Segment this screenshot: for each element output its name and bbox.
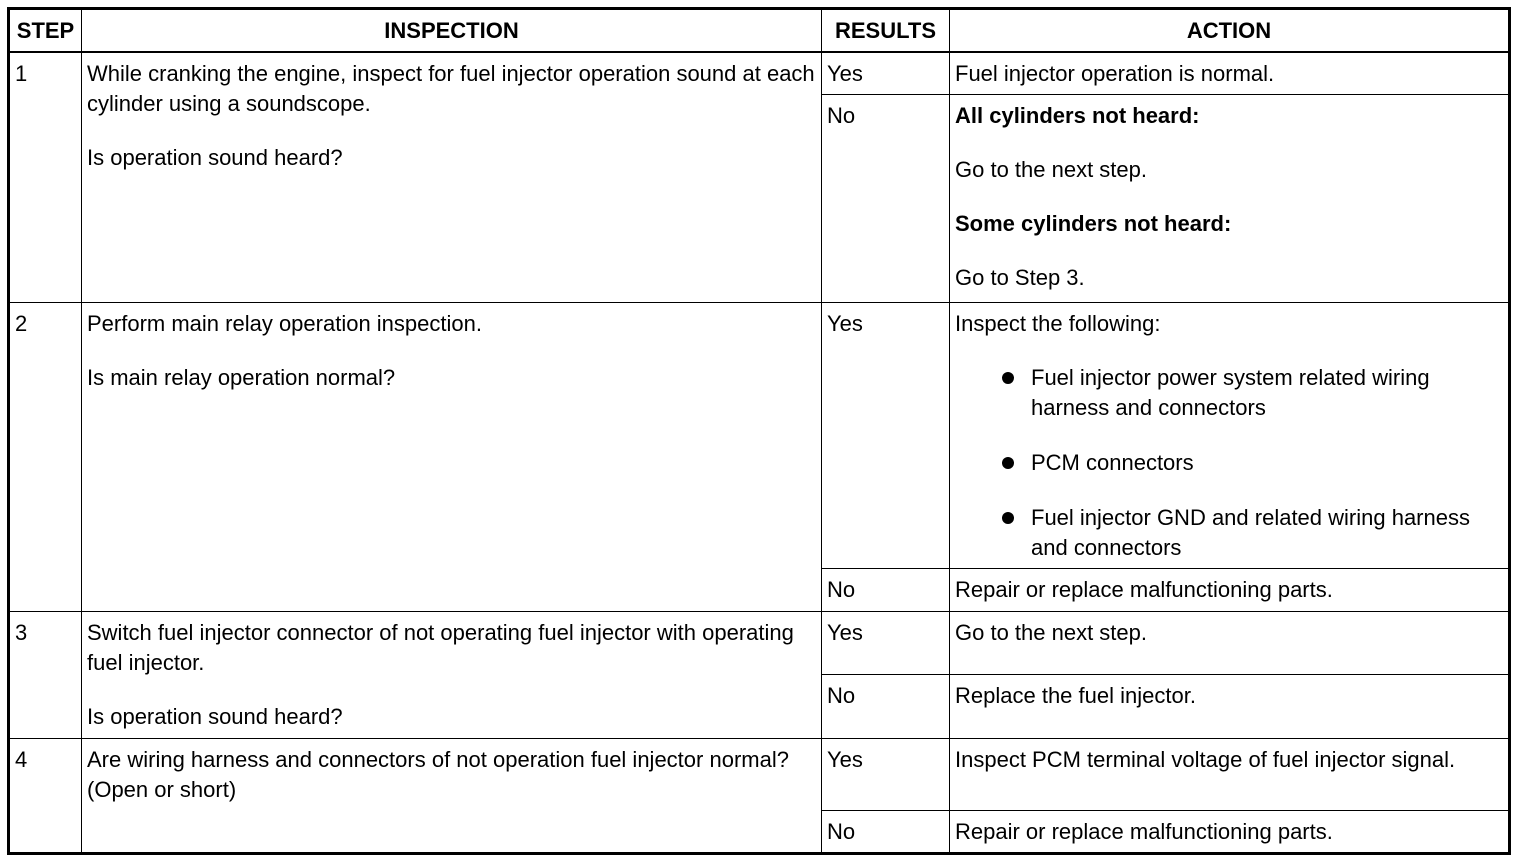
inspection-cell — [82, 302, 822, 611]
list-item-text: PCM connectors — [1031, 449, 1194, 475]
header-inspection: INSPECTION — [82, 9, 822, 53]
action-cell: Go to the next step. — [950, 611, 1510, 674]
table-row — [9, 302, 1510, 568]
header-row — [9, 9, 1510, 53]
result-no: No — [822, 94, 950, 302]
step-number: 3 — [9, 611, 82, 738]
result-yes: Yes — [822, 52, 950, 94]
inspection-question: Is operation sound heard? — [87, 145, 343, 170]
inspection-question: Is operation sound heard? — [87, 703, 343, 729]
action-cell: Inspect PCM terminal voltage of fuel injector signal. — [950, 738, 1510, 810]
action-cell: Repair or replace malfunctioning parts. — [950, 568, 1510, 611]
action-text: Inspect the following: — [955, 310, 1161, 336]
step-number: 2 — [9, 302, 82, 611]
action-heading: Some cylinders not heard: — [955, 210, 1232, 236]
action-cell: Replace the fuel injector. — [950, 674, 1510, 738]
inspection-text: While cranking the engine, inspect for fuel injector operation sound at each cylinder using a soundscope. — [87, 61, 815, 116]
bullet-dot-icon — [1002, 512, 1014, 524]
action-cell: Fuel injector operation is normal. — [950, 52, 1510, 94]
action-cell — [950, 302, 1510, 568]
step-number: 1 — [9, 52, 82, 302]
list-item-text: Fuel injector GND and related wiring harness and connectors — [1031, 504, 1470, 560]
troubleshooting-table — [7, 7, 1511, 855]
inspection-text: Are wiring harness and connectors of not operation fuel injector normal? (Open or short) — [87, 746, 789, 802]
header-step: STEP — [9, 9, 82, 53]
inspect-list — [955, 363, 1503, 563]
bullet-dot-icon — [1002, 457, 1014, 469]
table-row — [9, 52, 1510, 94]
inspection-text: Switch fuel injector connector of not operating fuel injector with operating fuel injector. — [87, 619, 794, 675]
result-yes: Yes — [822, 611, 950, 674]
list-item — [997, 503, 1503, 563]
action-cell — [950, 94, 1510, 302]
table-row — [9, 738, 1510, 810]
result-no: No — [822, 810, 950, 853]
inspection-cell — [82, 611, 822, 738]
action-text: Go to the next step. — [955, 156, 1148, 182]
inspection-text: Perform main relay operation inspection. — [87, 310, 482, 336]
bullet-dot-icon — [1002, 372, 1014, 384]
list-item-text: Fuel injector power system related wiring harness and connectors — [1031, 364, 1430, 420]
list-item — [997, 363, 1503, 423]
action-text: Go to Step 3. — [955, 264, 1085, 290]
step-number: 4 — [9, 738, 82, 853]
action-heading: All cylinders not heard: — [955, 102, 1200, 128]
inspection-cell — [82, 52, 822, 302]
table-row — [9, 611, 1510, 674]
list-item — [997, 448, 1503, 478]
action-cell: Repair or replace malfunctioning parts. — [950, 810, 1510, 853]
result-yes: Yes — [822, 302, 950, 568]
result-no: No — [822, 568, 950, 611]
inspection-question: Is main relay operation normal? — [87, 364, 396, 390]
result-no: No — [822, 674, 950, 738]
header-results: RESULTS — [822, 9, 950, 53]
header-action: ACTION — [950, 9, 1510, 53]
inspection-cell — [82, 738, 822, 853]
result-yes: Yes — [822, 738, 950, 810]
